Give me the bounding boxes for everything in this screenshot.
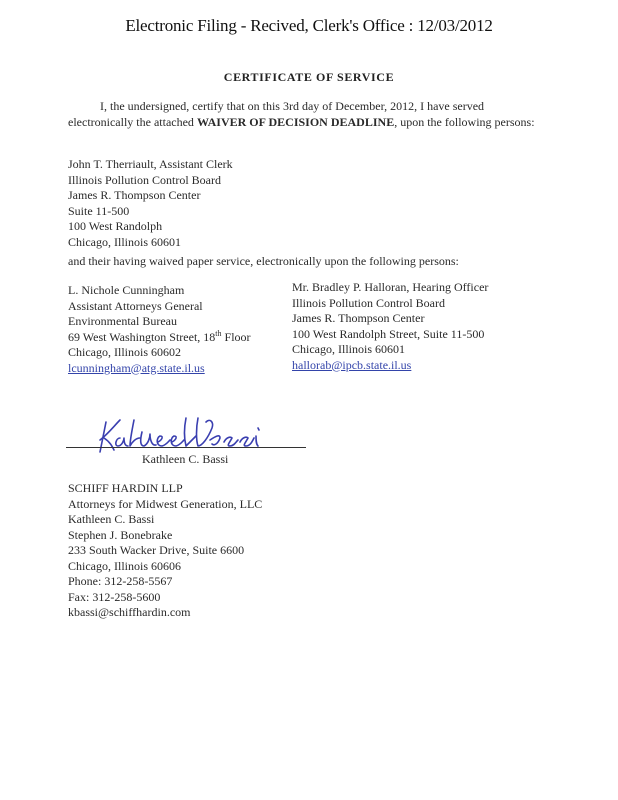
certification-text-after: , upon the following persons: (394, 114, 535, 129)
document-name: WAIVER OF DECISION DEADLINE (196, 114, 395, 129)
left-recipient-address (68, 283, 251, 376)
recipient-building: James R. Thompson Center (292, 311, 425, 325)
address-line: Chicago, Illinois 60601 (68, 234, 181, 249)
recipient-city: Chicago, Illinois 60602 (68, 345, 181, 359)
recipient-board: Illinois Pollution Control Board (292, 295, 446, 310)
right-recipient-address (292, 280, 488, 373)
firm-phone: Phone: 312-258-5567 (68, 574, 173, 588)
recipient-street: 69 West Washington Street, 18th Floor (68, 328, 251, 344)
firm-email: kbassi@schiffhardin.com (68, 605, 191, 619)
certification-text-before: I, the undersigned, certify that on this 3rd day of December, 2012, I have served electronically the attached (68, 99, 485, 129)
electronic-filing-header: Electronic Filing - Recived, Clerk's Office : 12/03/2012 (125, 16, 493, 35)
recipient-email-link[interactable]: hallorab@ipcb.state.il.us (292, 357, 412, 372)
address-line: John T. Therriault, Assistant Clerk (68, 157, 233, 171)
firm-city: Chicago, Illinois 60606 (68, 558, 181, 573)
document-title: CERTIFICATE OF SERVICE (223, 70, 395, 84)
attorney-name: Kathleen C. Bassi (68, 512, 155, 526)
firm-name: SCHIFF HARDIN LLP (68, 481, 183, 495)
recipient-title: Assistant Attorneys General (68, 298, 203, 313)
address-line: Illinois Pollution Control Board (68, 172, 222, 187)
firm-role: Attorneys for Midwest Generation, LLC (68, 496, 263, 511)
certification-paragraph (68, 99, 538, 130)
firm-street: 233 South Wacker Drive, Suite 6600 (68, 543, 245, 557)
recipient-city: Chicago, Illinois 60601 (292, 342, 405, 356)
recipient-bureau: Environmental Bureau (68, 314, 177, 328)
attorney-name: Stephen J. Bonebrake (68, 527, 173, 542)
recipient-name: L. Nichole Cunningham (68, 283, 185, 297)
primary-recipient-address (68, 157, 233, 250)
handwritten-signature (92, 412, 267, 456)
recipient-email-link[interactable]: lcunningham@atg.state.il.us (68, 360, 205, 375)
signature-line (66, 447, 306, 448)
signer-name: Kathleen C. Bassi (142, 452, 229, 466)
address-line: James R. Thompson Center (68, 188, 201, 202)
address-line: 100 West Randolph (68, 219, 163, 233)
firm-fax: Fax: 312-258-5600 (68, 589, 161, 604)
recipient-name: Mr. Bradley P. Halloran, Hearing Officer (292, 280, 489, 294)
waived-service-text: and their having waived paper service, electronically upon the following persons: (68, 254, 459, 268)
address-line: Suite 11-500 (68, 203, 130, 218)
firm-contact-block (68, 481, 262, 621)
recipient-street: 100 West Randolph Street, Suite 11-500 (292, 326, 485, 341)
